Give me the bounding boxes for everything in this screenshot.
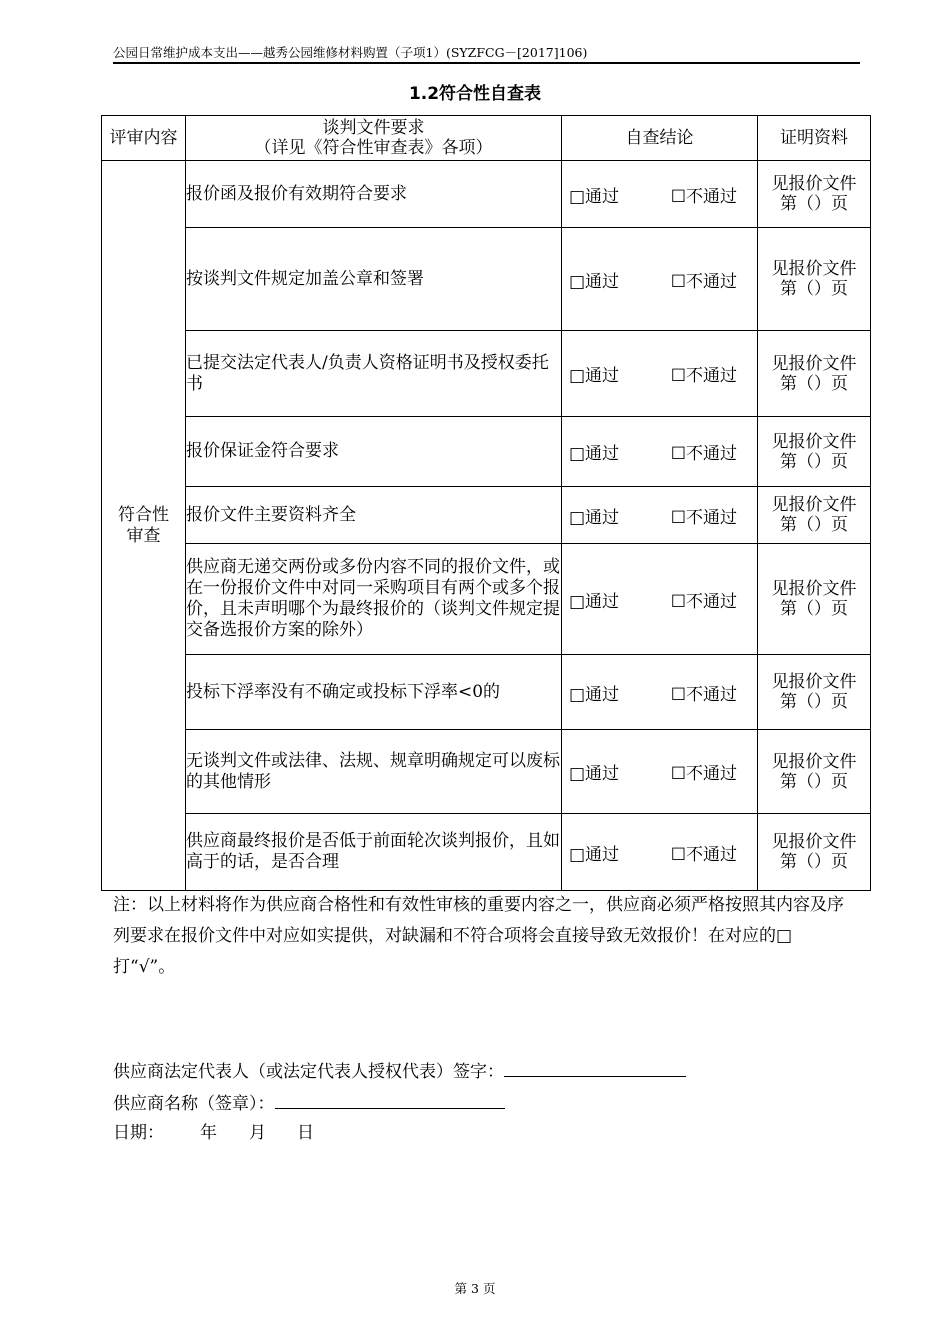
fail-checkbox[interactable]: ☐不通过: [670, 764, 737, 784]
requirement-cell: 无谈判文件或法律、法规、规章明确规定可以废标的其他情形: [186, 730, 562, 814]
fail-checkbox[interactable]: ☐不通过: [670, 507, 737, 528]
rep-signature-label: 供应商法定代表人（或法定代表人授权代表）签字：: [113, 1062, 504, 1082]
col-header-requirement-line2: （详见《符合性审查表》各项）: [254, 138, 493, 158]
requirement-cell: 供应商无递交两份或多份内容不同的报价文件，或在一份报价文件中对同一采购项目有两个或多个报价，且未声明哪个为最终报价的（谈判文件规定提交备选报价方案的除外）: [186, 544, 562, 655]
proof-cell: [758, 487, 871, 544]
proof-cell: [758, 730, 871, 814]
proof-line1: 见报价文件: [771, 353, 857, 374]
table-row: [102, 161, 871, 228]
table-header-row: [102, 116, 871, 161]
supplier-name-blank[interactable]: [275, 1090, 505, 1109]
proof-line1: 见报价文件: [771, 174, 857, 194]
table-row: [102, 544, 871, 655]
proof-cell: [758, 331, 871, 417]
pass-checkbox[interactable]: □通过: [569, 844, 620, 865]
pass-checkbox[interactable]: □通过: [569, 507, 620, 528]
pass-checkbox[interactable]: □通过: [569, 271, 620, 292]
fail-checkbox[interactable]: ☐不通过: [670, 271, 737, 292]
conclusion-cell: [562, 228, 758, 331]
date-day: 日: [297, 1123, 314, 1143]
proof-line2: 第（）页: [780, 451, 848, 472]
pass-checkbox[interactable]: □通过: [569, 591, 620, 612]
pass-checkbox[interactable]: □通过: [569, 366, 620, 386]
table-row: [102, 228, 871, 331]
page-header: 公园日常维护成本支出——越秀公园维修材料购置（子项1）(SYZFCG－[2017]106): [113, 45, 588, 60]
proof-cell: [758, 655, 871, 730]
col-header-conclusion: 自查结论: [562, 116, 758, 161]
proof-cell: [758, 544, 871, 655]
requirement-cell: 报价保证金符合要求: [186, 417, 562, 487]
proof-line2: 第（）页: [780, 692, 848, 712]
fail-checkbox[interactable]: ☐不通过: [670, 186, 737, 207]
page-title: 1.2符合性自查表: [408, 84, 542, 104]
requirement-cell: 投标下浮率没有不确定或投标下浮率<0的: [186, 655, 562, 730]
date-month: 月: [249, 1123, 266, 1143]
header-rule: [113, 62, 860, 64]
fail-checkbox[interactable]: ☐不通过: [670, 444, 737, 464]
requirement-cell: 已提交法定代表人/负责人资格证明书及授权委托书: [186, 331, 562, 417]
col-header-category: 评审内容: [102, 116, 186, 161]
conclusion-cell: [562, 331, 758, 417]
requirement-cell: 报价函及报价有效期符合要求: [186, 161, 562, 228]
conclusion-cell: [562, 417, 758, 487]
conclusion-cell: [562, 655, 758, 730]
fail-checkbox[interactable]: ☐不通过: [670, 366, 737, 386]
category-text: 符合性审查: [118, 504, 169, 546]
proof-line2: 第（）页: [780, 373, 848, 394]
col-header-proof: 证明资料: [758, 116, 871, 161]
table-row: [102, 487, 871, 544]
rep-signature-line: [113, 1058, 686, 1084]
pass-checkbox[interactable]: □通过: [569, 444, 620, 464]
conclusion-cell: [562, 161, 758, 228]
compliance-table: [101, 115, 871, 891]
fail-checkbox[interactable]: ☐不通过: [670, 844, 737, 865]
col-header-requirement: [186, 116, 562, 161]
pass-checkbox[interactable]: □通过: [569, 186, 620, 207]
note-text: 注：以上材料将作为供应商合格性和有效性审核的重要内容之一，供应商必须严格按照其内容及序列要求在报价文件中对应如实提供，对缺漏和不符合项将会直接导致无效报价！在对应的□打“√”。: [113, 895, 844, 977]
conclusion-cell: [562, 814, 758, 891]
requirement-cell: 报价文件主要资料齐全: [186, 487, 562, 544]
conclusion-cell: [562, 730, 758, 814]
proof-line1: 见报价文件: [771, 579, 857, 599]
proof-line2: 第（）页: [780, 771, 848, 792]
pass-checkbox[interactable]: □通过: [569, 684, 620, 705]
proof-cell: [758, 228, 871, 331]
proof-line1: 见报价文件: [771, 832, 857, 852]
proof-cell: [758, 814, 871, 891]
category-cell: [102, 161, 186, 891]
table-row: [102, 814, 871, 891]
conclusion-cell: [562, 544, 758, 655]
supplier-name-line: [113, 1090, 505, 1116]
proof-line2: 第（）页: [780, 852, 848, 872]
fail-checkbox[interactable]: ☐不通过: [670, 591, 737, 612]
table-row: [102, 730, 871, 814]
page-number: 第 3 页: [454, 1281, 496, 1296]
rep-signature-blank[interactable]: [504, 1058, 686, 1077]
supplier-name-label: 供应商名称（签章）：: [113, 1094, 275, 1114]
proof-line2: 第（）页: [780, 279, 848, 299]
requirement-cell: 供应商最终报价是否低于前面轮次谈判报价，且如高于的话，是否合理: [186, 814, 562, 891]
table-row: [102, 417, 871, 487]
proof-line2: 第（）页: [780, 515, 848, 535]
conclusion-cell: [562, 487, 758, 544]
proof-cell: [758, 417, 871, 487]
requirement-cell: 按谈判文件规定加盖公章和签署: [186, 228, 562, 331]
col-header-requirement-line1: 谈判文件要求: [322, 118, 425, 138]
fail-checkbox[interactable]: ☐不通过: [670, 684, 737, 705]
proof-line1: 见报价文件: [771, 431, 857, 452]
proof-line1: 见报价文件: [771, 672, 857, 692]
date-label: 日期：: [113, 1123, 164, 1143]
proof-line1: 见报价文件: [771, 259, 857, 279]
table-row: [102, 655, 871, 730]
proof-line2: 第（）页: [780, 194, 848, 214]
pass-checkbox[interactable]: □通过: [569, 764, 620, 784]
proof-line2: 第（）页: [780, 599, 848, 619]
table-row: [102, 331, 871, 417]
date-year: 年: [200, 1123, 217, 1143]
proof-line1: 见报价文件: [771, 751, 857, 772]
proof-line1: 见报价文件: [771, 495, 857, 515]
proof-cell: [758, 161, 871, 228]
